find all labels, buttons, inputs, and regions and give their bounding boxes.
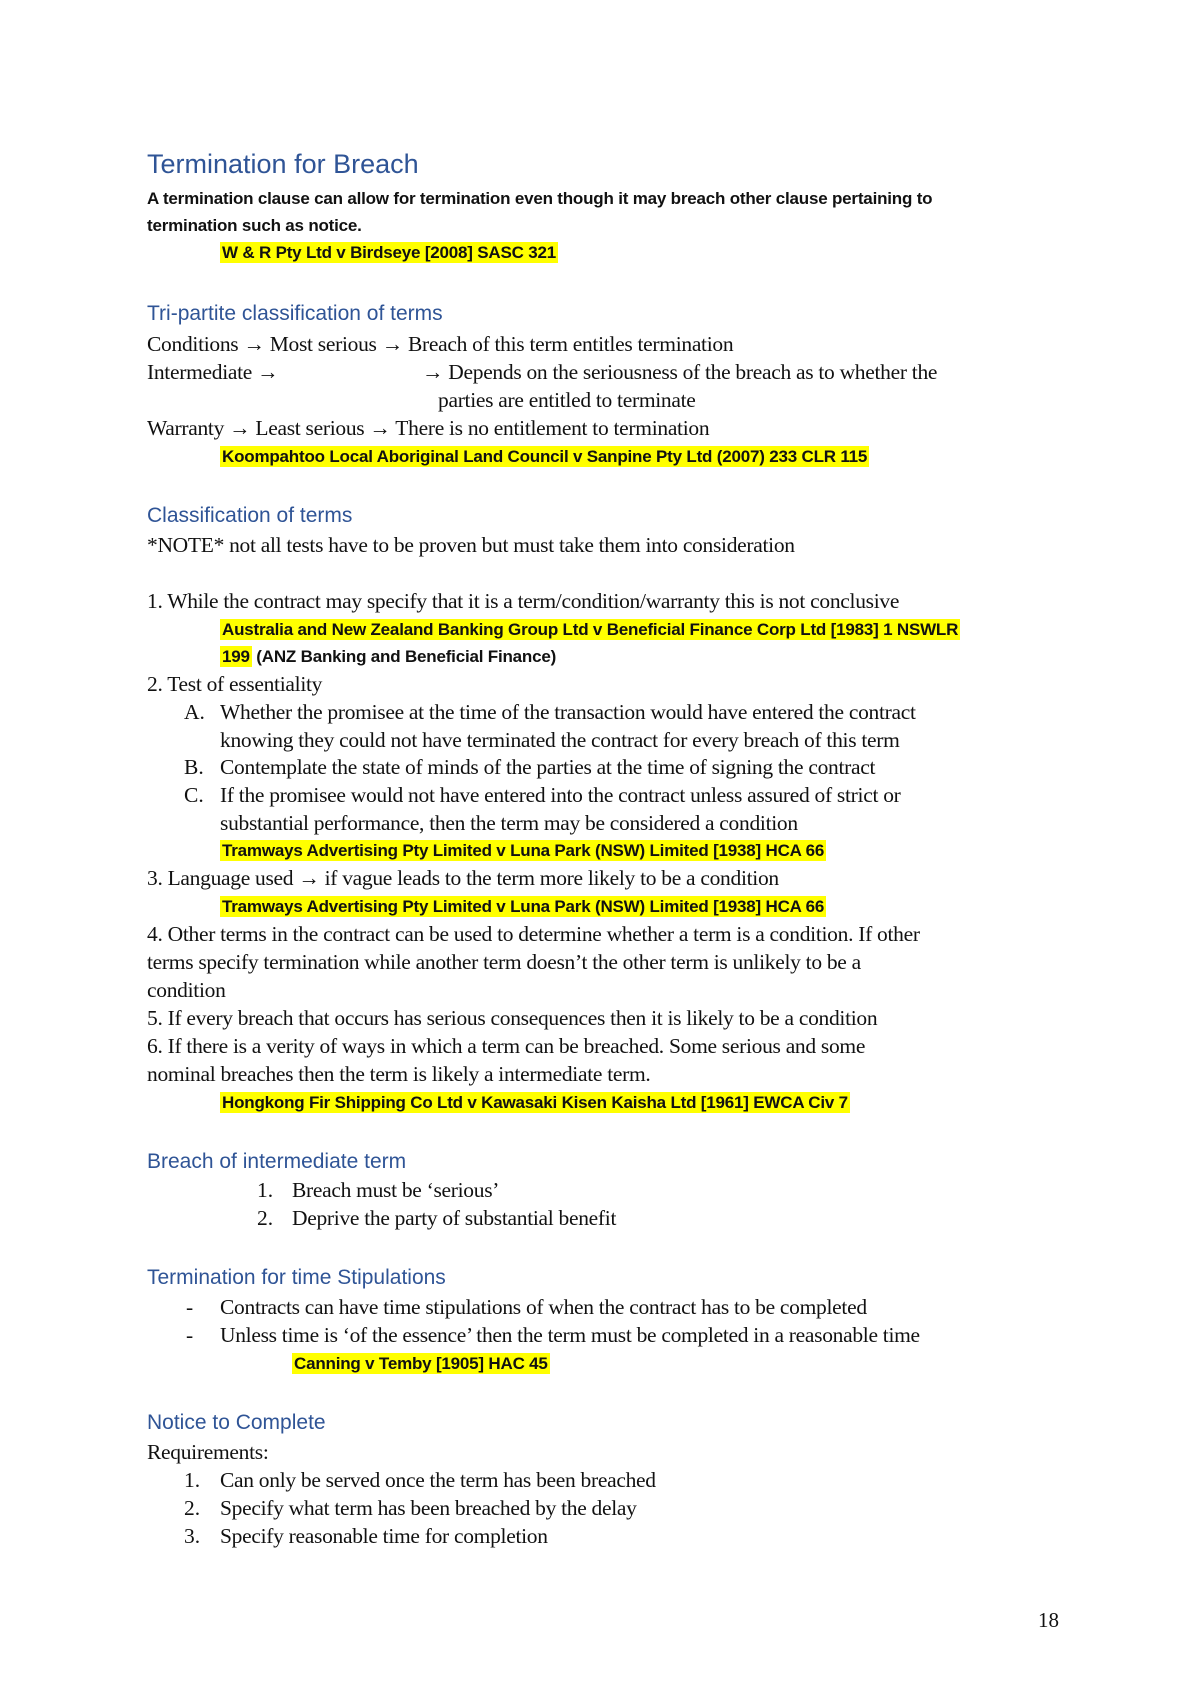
requirements-label: Requirements: xyxy=(147,1440,269,1464)
list-number: 3. xyxy=(184,1524,201,1548)
sub-item-letter: A. xyxy=(184,700,205,724)
bullet: - xyxy=(186,1323,194,1347)
case-citation: Canning v Temby [1905] HAC 45 xyxy=(294,1354,548,1373)
sub-item: If the promisee would not have entered into the contract unless assured of strict or xyxy=(220,783,901,807)
list-item: Deprive the party of substantial benefit xyxy=(292,1206,617,1230)
case-citation: Tramways Advertising Pty Limited v Luna Park (NSW) Limited [1938] HCA 66 xyxy=(222,897,825,916)
sub-item-letter: B. xyxy=(184,755,204,779)
section-heading-classification: Classification of terms xyxy=(147,504,353,527)
sub-item: Whether the promisee at the time of the transaction would have entered the contract xyxy=(220,700,916,724)
case-citation: Hongkong Fir Shipping Co Ltd v Kawasaki Kisen Kaisha Ltd [1961] EWCA Civ 7 xyxy=(222,1093,848,1112)
page-number: 18 xyxy=(1038,1608,1059,1632)
intro-line-2: termination such as notice. xyxy=(147,216,362,235)
case-citation: W & R Pty Ltd v Birdseye [2008] SASC 321 xyxy=(222,243,557,262)
intermediate-line-left: Intermediate → xyxy=(147,360,279,384)
list-number: 1. xyxy=(184,1468,201,1492)
list-item-continued: nominal breaches then the term is likely a intermediate term. xyxy=(147,1062,651,1086)
list-item: 3. Language used → if vague leads to the term more likely to be a condition xyxy=(147,866,779,890)
list-item: 2. Test of essentiality xyxy=(147,672,323,696)
list-item: Breach must be ‘serious’ xyxy=(292,1178,500,1202)
list-item: 5. If every breach that occurs has serious consequences then it is likely to be a condition xyxy=(147,1006,878,1030)
list-number: 2. xyxy=(184,1496,201,1520)
list-item: 4. Other terms in the contract can be used to determine whether a term is a condition. If other xyxy=(147,922,920,946)
case-citation-continued: 199 (ANZ Banking and Beneficial Finance) xyxy=(222,647,557,666)
section-heading-intermediate: Breach of intermediate term xyxy=(147,1150,407,1173)
list-item: Can only be served once the term has been breached xyxy=(220,1468,656,1492)
conditions-line: Conditions → Most serious → Breach of this term entitles termination xyxy=(147,332,734,356)
section-heading-time: Termination for time Stipulations xyxy=(147,1266,446,1289)
intermediate-line-right-2: parties are entitled to terminate xyxy=(438,388,696,412)
sub-item-letter: C. xyxy=(184,783,204,807)
list-number: 1. xyxy=(257,1178,274,1202)
bullet: - xyxy=(186,1295,194,1319)
page-title: Termination for Breach xyxy=(147,149,419,179)
note-line: *NOTE* not all tests have to be proven but must take them into consideration xyxy=(147,533,795,557)
warranty-line: Warranty → Least serious → There is no entitlement to termination xyxy=(147,416,710,440)
list-item-continued: condition xyxy=(147,978,226,1002)
case-citation: Tramways Advertising Pty Limited v Luna Park (NSW) Limited [1938] HCA 66 xyxy=(222,841,825,860)
list-number: 2. xyxy=(257,1206,274,1230)
section-heading-tripartite: Tri-partite classification of terms xyxy=(147,302,443,325)
list-item: 1. While the contract may specify that it is a term/condition/warranty this is not conclusive xyxy=(147,589,900,613)
intro-line-1: A termination clause can allow for termination even though it may breach other clause pertaining to xyxy=(147,189,933,208)
sub-item-continued: knowing they could not have terminated the contract for every breach of this term xyxy=(220,728,900,752)
case-citation: Koompahtoo Local Aboriginal Land Council v Sanpine Pty Ltd (2007) 233 CLR 115 xyxy=(222,447,868,466)
intermediate-line-right: → Depends on the seriousness of the breach as to whether the xyxy=(422,360,938,384)
list-item: Contracts can have time stipulations of when the contract has to be completed xyxy=(220,1295,867,1319)
section-heading-notice: Notice to Complete xyxy=(147,1411,326,1434)
list-item-continued: terms specify termination while another term doesn’t the other term is unlikely to be a xyxy=(147,950,861,974)
sub-item-continued: substantial performance, then the term may be considered a condition xyxy=(220,811,798,835)
list-item: Specify reasonable time for completion xyxy=(220,1524,548,1548)
sub-item: Contemplate the state of minds of the parties at the time of signing the contract xyxy=(220,755,876,779)
case-citation: Australia and New Zealand Banking Group Ltd v Beneficial Finance Corp Ltd [1983] 1 NSWLR xyxy=(222,620,959,639)
list-item: Unless time is ‘of the essence’ then the term must be completed in a reasonable time xyxy=(220,1323,920,1347)
list-item: Specify what term has been breached by the delay xyxy=(220,1496,637,1520)
list-item: 6. If there is a verity of ways in which a term can be breached. Some serious and some xyxy=(147,1034,866,1058)
